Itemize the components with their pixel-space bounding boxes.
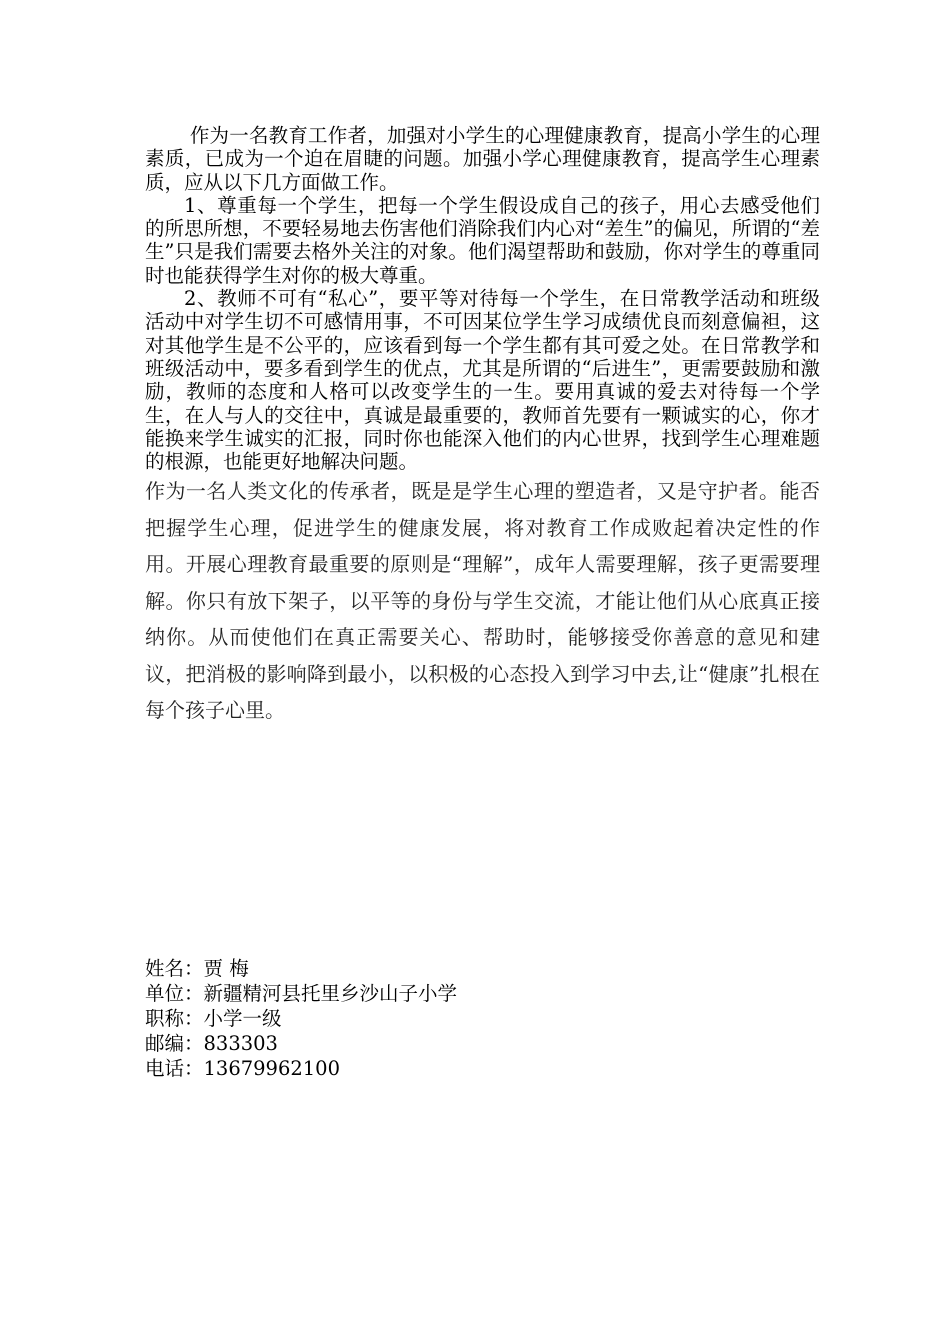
author-title: 职称：小学一级 bbox=[145, 1007, 282, 1030]
author-phone: 电话：13679962100 bbox=[145, 1057, 340, 1080]
author-postcode: 邮编：833303 bbox=[145, 1032, 278, 1055]
article-body bbox=[145, 124, 820, 729]
author-name: 姓名：贾 梅 bbox=[145, 957, 249, 980]
closing-paragraph: 作为一名人类文化的传承者，既是是学生心理的塑造者，又是守护者。能否把握学生心理，促进学生的健康发展，将对教育工作成败起着决定性的作用。开展心理教育最重要的原则是“理解”，成年人需要理解，孩子更需要理解。你只有放下架子，以平等的身份与学生交流，才能让他们从心底真正接纳你。从而使他们在真正需要关心、帮助时，能够接受你善意的意见和建议，把消极的影响降到最小，以积极的心态投入到学习中去,让“健康”扎根在每个孩子心里。 bbox=[145, 479, 820, 723]
author-unit: 单位：新疆精河县托里乡沙山子小学 bbox=[145, 982, 458, 1005]
point-two-paragraph: 2、教师不可有“私心”，要平等对待每一个学生，在日常教学活动和班级活动中对学生切不可感情用事，不可因某位学生学习成绩优良而刻意偏袒，这对其他学生是不公平的，应该看到每一个学生都有其可爱之处。在日常教学和班级活动中，要多看到学生的优点，尤其是所谓的“后进生”，更需要鼓励和激励，教师的态度和人格可以改变学生的一生。要用真诚的爱去对待每一个学生，在人与人的交往中，真诚是最重要的，教师首先要有一颗诚实的心，你才能换来学生诚实的汇报，同时你也能深入他们的内心世界，找到学生心理难题的根源，也能更好地解决问题。 bbox=[145, 287, 820, 474]
intro-paragraph: 作为一名教育工作者，加强对小学生的心理健康教育，提高小学生的心理素质，已成为一个迫在眉睫的问题。加强小学心理健康教育，提高学生心理素质，应从以下几方面做工作。 bbox=[145, 124, 820, 194]
point-one-paragraph: 1、尊重每一个学生，把每一个学生假设成自己的孩子，用心去感受他们的所思所想，不要轻易地去伤害他们消除我们内心对“差生”的偏见，所谓的“差生”只是我们需要去格外关注的对象。他们渴望帮助和鼓励，你对学生的尊重同时也能获得学生对你的极大尊重。 bbox=[145, 193, 820, 287]
author-info bbox=[145, 956, 645, 1081]
